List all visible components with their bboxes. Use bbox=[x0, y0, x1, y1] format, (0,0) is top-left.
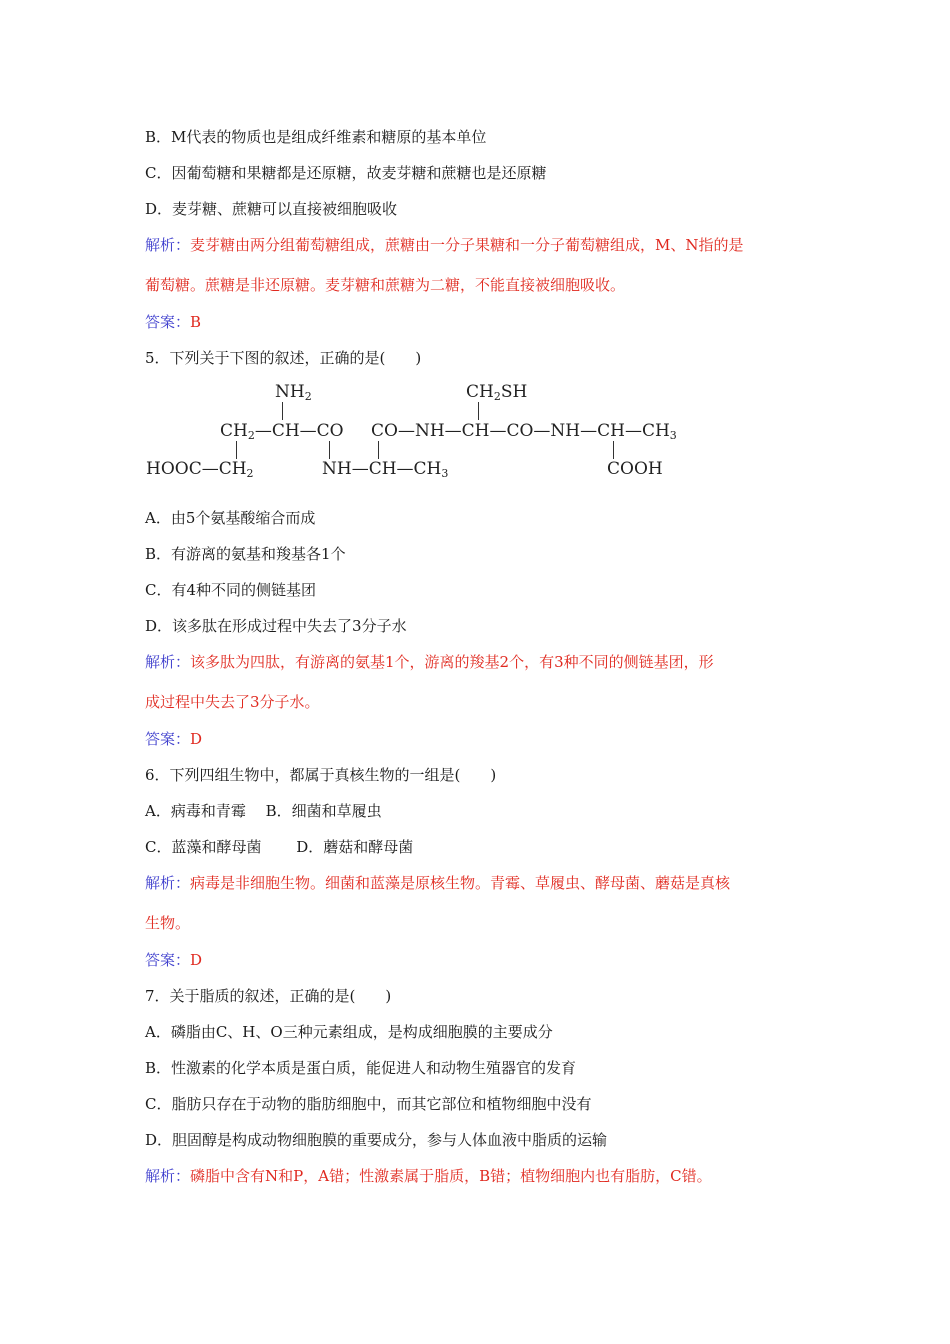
q5-explanation-line2: 成过程中失去了3分子水。 bbox=[145, 693, 320, 711]
formula-row3-right: COOH bbox=[607, 459, 663, 479]
q7-question: 7．关于脂质的叙述，正确的是( ) bbox=[145, 987, 392, 1005]
q6-question: 6．下列四组生物中，都属于真核生物的一组是( ) bbox=[145, 766, 497, 784]
bond-line bbox=[478, 402, 479, 420]
q6-explanation-line1 bbox=[145, 873, 730, 893]
q5-question: 5．下列关于下图的叙述，正确的是( ) bbox=[145, 349, 422, 367]
q7-option-a: A．磷脂由C、H、O三种元素组成，是构成细胞膜的主要成分 bbox=[145, 1023, 553, 1041]
q5-option-b: B．有游离的氨基和羧基各1个 bbox=[145, 545, 346, 563]
q7-option-b: B．性激素的化学本质是蛋白质，能促进人和动物生殖器官的发育 bbox=[145, 1059, 577, 1077]
q4-answer bbox=[145, 312, 201, 332]
explanation-label: 解析： bbox=[145, 874, 191, 892]
answer-label: 答案： bbox=[145, 313, 191, 331]
explanation-label: 解析： bbox=[145, 1167, 191, 1185]
formula-row2-left: $CH_2—CH—CO$ bbox=[220, 421, 344, 442]
q6-options-ab: A．病毒和青霉 B．细菌和草履虫 bbox=[145, 802, 382, 820]
q6-options-cd: C．蓝藻和酵母菌 D．蘑菇和酵母菌 bbox=[145, 838, 414, 856]
bond-line bbox=[236, 441, 237, 459]
explanation-label: 解析： bbox=[145, 236, 191, 254]
formula-row2-right: $CO—NH—CH—CO—NH—CH—CH_3$ bbox=[371, 421, 677, 442]
q4-option-d: D．麦芽糖、蔗糖可以直接被细胞吸收 bbox=[145, 200, 398, 218]
answer-value: D bbox=[190, 951, 203, 969]
q7-explanation-line1 bbox=[145, 1166, 712, 1186]
q5-option-d: D．该多肽在形成过程中失去了3分子水 bbox=[145, 617, 407, 635]
explanation-text: 磷脂中含有N和P，A错；性激素属于脂质，B错；植物细胞内也有脂肪，C错。 bbox=[190, 1167, 712, 1185]
q6-explanation-line2: 生物。 bbox=[145, 914, 191, 932]
formula-row3-left: $HOOC—CH_2$ bbox=[146, 459, 254, 480]
q7-option-d: D．胆固醇是构成动物细胞膜的重要成分，参与人体血液中脂质的运输 bbox=[145, 1131, 608, 1149]
explanation-text: 该多肽为四肽，有游离的氨基1个，游离的羧基2个，有3种不同的侧链基团，形 bbox=[190, 653, 714, 671]
formula-nh2: $NH_2$ bbox=[275, 382, 312, 403]
q4-explanation-line1 bbox=[145, 235, 744, 255]
q4-option-c: C．因葡萄糖和果糖都是还原糖，故麦芽糖和蔗糖也是还原糖 bbox=[145, 164, 547, 182]
q5-answer bbox=[145, 729, 202, 749]
q7-option-c: C．脂肪只存在于动物的脂肪细胞中，而其它部位和植物细胞中没有 bbox=[145, 1095, 592, 1113]
answer-label: 答案： bbox=[145, 951, 191, 969]
bond-line bbox=[282, 402, 283, 420]
q6-answer bbox=[145, 950, 202, 970]
bond-line bbox=[378, 441, 379, 459]
q4-option-b: B．M代表的物质也是组成纤维素和糖原的基本单位 bbox=[145, 128, 487, 146]
explanation-text: 病毒是非细胞生物。细菌和蓝藻是原核生物。青霉、草履虫、酵母菌、蘑菇是真核 bbox=[190, 874, 731, 892]
formula-ch2sh: $CH_2SH$ bbox=[466, 382, 528, 403]
q5-explanation-line1 bbox=[145, 652, 714, 672]
formula-row3-mid: $NH—CH—CH_3$ bbox=[322, 459, 449, 480]
q5-option-c: C．有4种不同的侧链基团 bbox=[145, 581, 317, 599]
explanation-label: 解析： bbox=[145, 653, 191, 671]
bond-line bbox=[329, 441, 330, 459]
explanation-text: 麦芽糖由两分组葡萄糖组成，蔗糖由一分子果糖和一分子葡萄糖组成，M、N指的是 bbox=[190, 236, 744, 254]
q4-explanation-line2: 葡萄糖。蔗糖是非还原糖。麦芽糖和蔗糖为二糖，不能直接被细胞吸收。 bbox=[145, 276, 626, 294]
answer-value: D bbox=[190, 730, 203, 748]
answer-label: 答案： bbox=[145, 730, 191, 748]
bond-line bbox=[613, 441, 614, 459]
q5-option-a: A．由5个氨基酸缩合而成 bbox=[145, 509, 316, 527]
answer-value: B bbox=[190, 313, 202, 331]
